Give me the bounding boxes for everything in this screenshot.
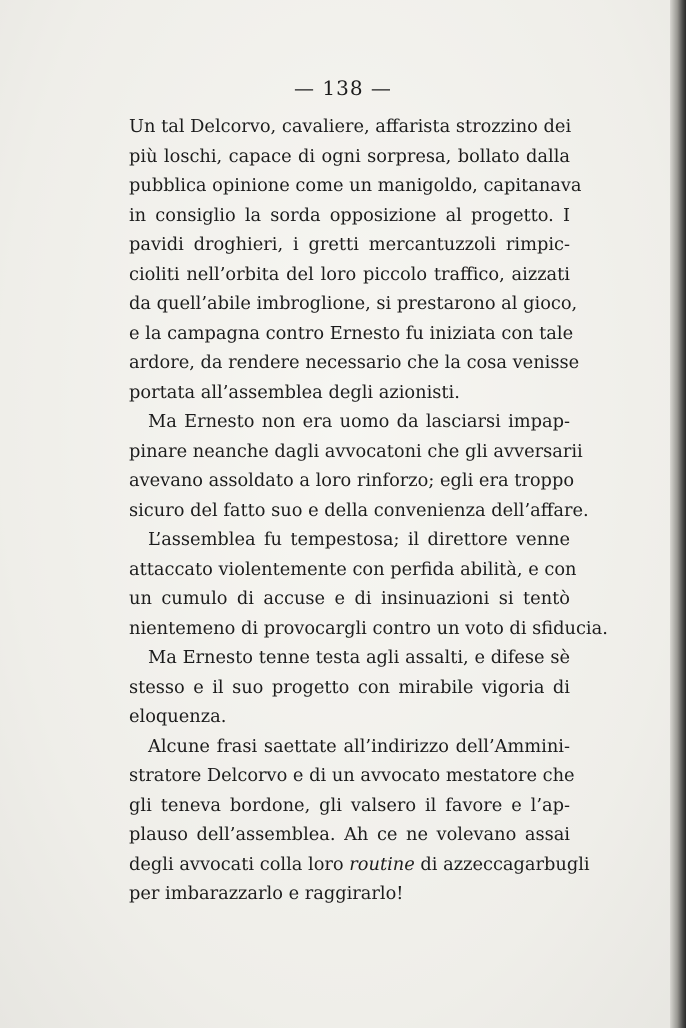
text-line: L’assemblea fu tempestosa; il direttore venne	[148, 529, 570, 550]
text-line: più loschi, capace di ogni sorpresa, bollato dalla	[129, 145, 570, 167]
text-segment: degli avvocati colla loro	[129, 853, 350, 875]
text-line: da quell’abile imbroglione, si prestarono al gioco,	[129, 293, 578, 314]
text-line: stratore Delcorvo e di un avvocato mestatore che	[129, 765, 575, 786]
text-line: portata all’assemblea degli azionisti.	[129, 381, 460, 403]
text-line	[129, 850, 590, 880]
text-line: pubblica opinione come un manigoldo, capitanava	[129, 175, 582, 196]
text-line: pinare neanche dagli avvocatoni che gli avversarii	[129, 440, 583, 462]
text-line: Ma Ernesto non era uomo da lasciarsi impap-	[148, 411, 570, 432]
page-number: — 138 —	[294, 76, 392, 100]
text-line: per imbarazzarlo e raggirarlo!	[129, 883, 404, 904]
body-text	[129, 112, 608, 909]
text-line: plauso dell’assemblea. Ah ce ne volevano assai	[129, 824, 570, 845]
text-line: pavidi droghieri, i gretti mercantuzzoli rimpic-	[129, 234, 570, 255]
text-line: Alcune frasi saettate all’indirizzo dell’Ammini-	[148, 735, 570, 757]
text-line: in consiglio la sorda opposizione al progetto. I	[129, 204, 570, 226]
text-segment: di azzeccagarbugli	[414, 853, 590, 875]
text-line: avevano assoldato a loro rinforzo; egli era troppo	[129, 470, 575, 491]
text-line: nientemeno di provocargli contro un voto di sfiducia.	[129, 617, 608, 639]
text-line: un cumulo di accuse e di insinuazioni si tentò	[129, 588, 570, 609]
text-line: stesso e il suo progetto con mirabile vigoria di	[129, 676, 570, 698]
text-line: Ma Ernesto tenne testa agli assalti, e difese sè	[148, 647, 570, 668]
text-line: eloquenza.	[129, 706, 227, 727]
text-line: cioliti nell’orbita del loro piccolo traffico, aizzati	[129, 263, 570, 285]
text-line: sicuro del fatto suo e della convenienza dell’affare.	[129, 499, 589, 521]
text-line: ardore, da rendere necessario che la cosa venisse	[129, 352, 580, 373]
text-line: e la campagna contro Ernesto fu iniziata con tale	[129, 322, 574, 344]
italic-word: routine	[349, 853, 415, 875]
text-line: Un tal Delcorvo, cavaliere, affarista strozzino dei	[129, 116, 572, 137]
text-line: gli teneva bordone, gli valsero il favore e l’ap-	[129, 794, 570, 816]
page-binding-edge	[670, 0, 686, 1028]
text-line: attaccato violentemente con perfida abilità, e con	[129, 558, 577, 580]
